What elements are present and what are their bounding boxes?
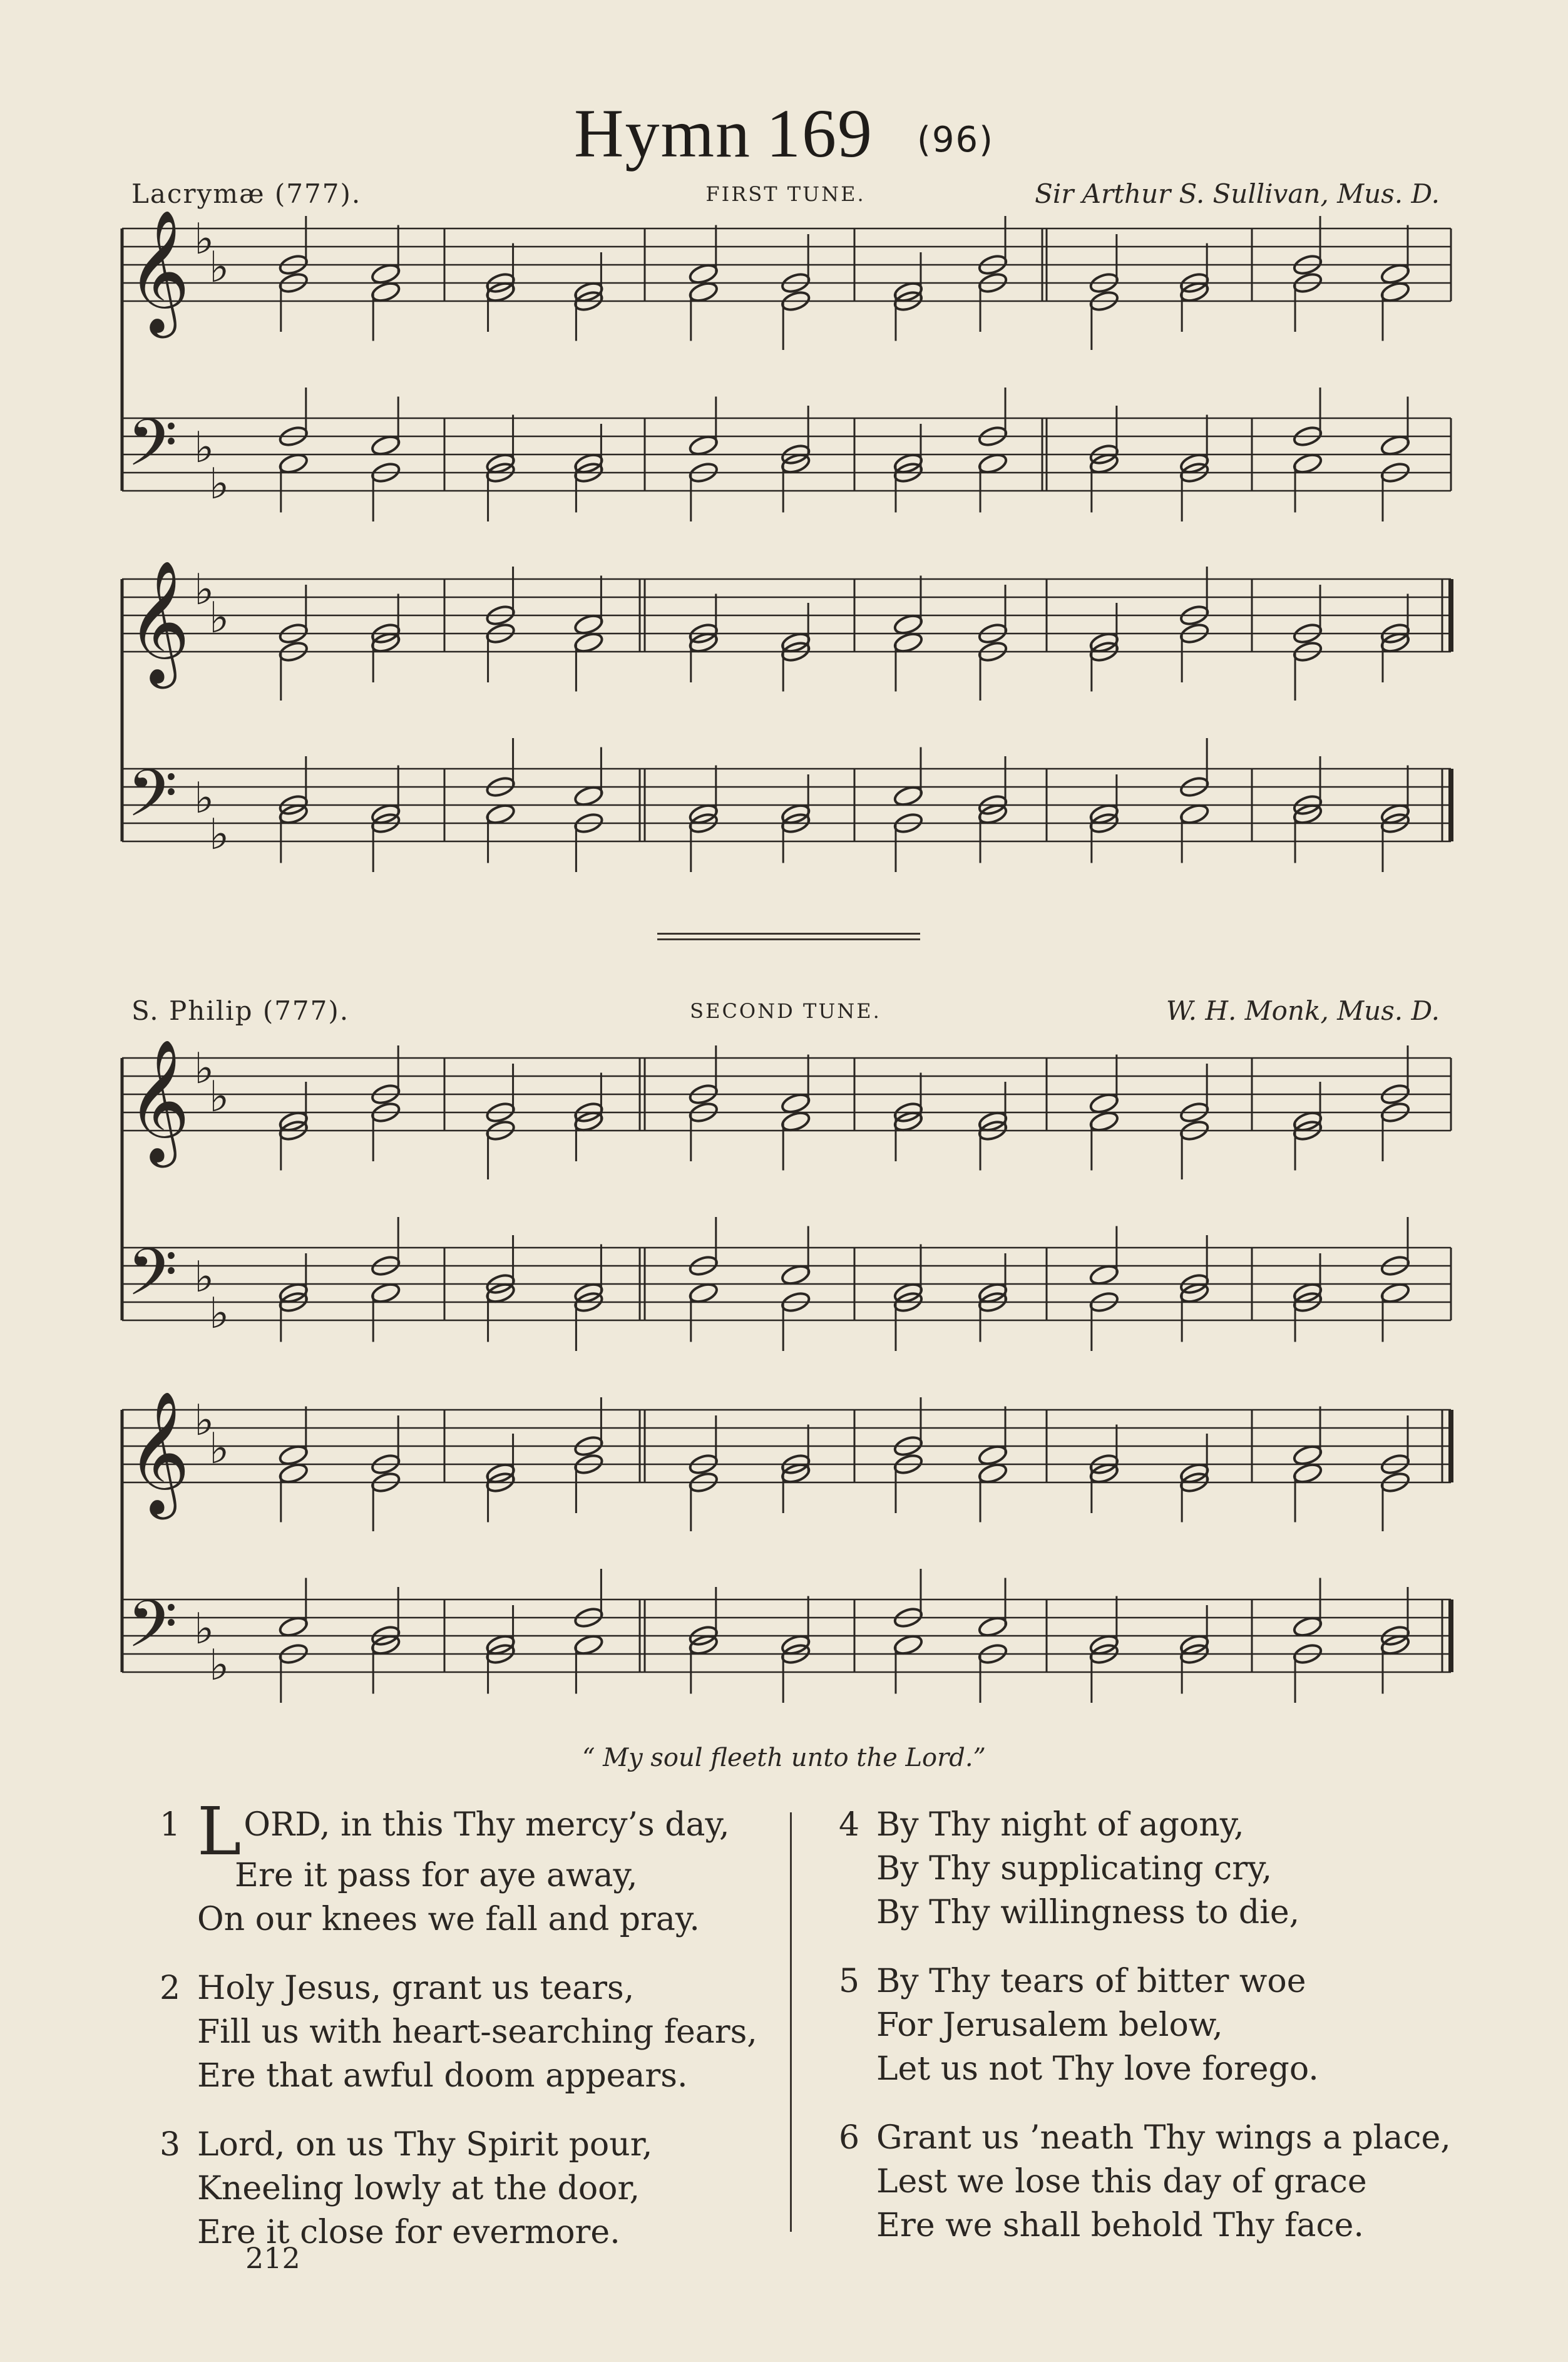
tune-2-name: S. Philip (777). [131, 995, 350, 1026]
verse-number: 5 [839, 1963, 860, 2000]
verse-line: Ere that awful doom appears. [197, 2057, 688, 2095]
half-note [1380, 262, 1411, 286]
half-note [573, 613, 605, 637]
bass-clef-icon: 𝄢 [127, 406, 178, 496]
half-note [893, 631, 924, 655]
flat-icon: ♭ [194, 215, 215, 264]
flat-icon: ♭ [194, 423, 215, 473]
tune-1-label: FIRST TUNE. [705, 182, 866, 206]
column-divider [790, 1812, 792, 2232]
verse-line: Let us not Thy love forego. [876, 2050, 1319, 2088]
verse-6 [839, 2116, 1471, 2247]
half-note [1292, 1615, 1323, 1639]
half-note [370, 434, 401, 458]
half-note [780, 1263, 811, 1287]
half-note [1380, 434, 1411, 458]
verse-number: 3 [160, 2126, 181, 2164]
half-note [370, 262, 401, 286]
half-note [1380, 1281, 1411, 1305]
half-note [278, 1444, 309, 1467]
hymn-title-word: Hymn [574, 95, 752, 172]
verse-line: Holy Jesus, grant us tears, [197, 1969, 635, 2007]
verse-line: By Thy willingness to die, [876, 1894, 1300, 1931]
half-note [573, 631, 605, 655]
verse-line: Kneeling lowly at the door, [197, 2170, 640, 2207]
flat-icon: ♭ [209, 1289, 230, 1338]
flat-icon: ♭ [209, 1641, 230, 1690]
verse-line: By Thy night of agony, [876, 1806, 1244, 1844]
flat-icon: ♭ [209, 1072, 230, 1122]
tune-1-name: Lacrymæ (777). [131, 178, 362, 209]
treble-clef-icon: 𝄞 [127, 1390, 190, 1514]
verse-line: Lest we lose this day of grace [876, 2163, 1367, 2200]
flat-icon: ♭ [209, 243, 230, 292]
drop-cap: L [197, 1793, 242, 1870]
half-note [688, 1281, 719, 1305]
treble-clef-icon: 𝄞 [127, 1039, 190, 1163]
half-note [573, 784, 605, 808]
half-note [370, 1281, 401, 1305]
half-note [485, 803, 516, 826]
verse-line: Ere it close for evermore. [197, 2214, 620, 2251]
treble-clef-icon: 𝄞 [127, 209, 190, 333]
hymn-alt-number: (96) [917, 120, 994, 160]
half-note [977, 452, 1008, 476]
verse-number: 1 [160, 1806, 181, 1844]
half-note [1089, 1263, 1120, 1287]
half-note [688, 280, 719, 304]
flat-icon: ♭ [209, 460, 230, 509]
flat-icon: ♭ [194, 1396, 215, 1445]
verse-line: LORD, in this Thy mercy’s day, [197, 1793, 730, 1870]
bass-clef-icon: 𝄢 [127, 1235, 178, 1326]
half-note [780, 1092, 811, 1116]
verse-number: 6 [839, 2119, 860, 2157]
verse-line: For Jerusalem below, [876, 2006, 1223, 2044]
verse-1 [160, 1793, 767, 1941]
verse-4 [839, 1803, 1471, 1934]
half-note [278, 1462, 309, 1486]
hymn-number: 169 [766, 95, 874, 172]
half-note [1380, 280, 1411, 304]
half-note [977, 1462, 1008, 1486]
half-note [688, 262, 719, 286]
half-note [688, 434, 719, 458]
verse-number: 2 [160, 1969, 181, 2007]
half-note [977, 1615, 1008, 1639]
tune-1-composer: Sir Arthur S. Sullivan, Mus. D. [1035, 178, 1440, 209]
verse-2 [160, 1966, 767, 2098]
half-note [780, 1110, 811, 1134]
verse-5 [839, 1959, 1471, 2091]
verse-line: Ere it pass for aye away, [235, 1857, 638, 1894]
verse-line: Lord, on us Thy Spirit pour, [197, 2126, 653, 2164]
treble-clef-icon: 𝄞 [127, 560, 190, 684]
bass-clef-icon: 𝄢 [127, 1587, 178, 1678]
half-note [893, 784, 924, 808]
flat-icon: ♭ [194, 1044, 215, 1094]
half-note [977, 1444, 1008, 1467]
flat-icon: ♭ [194, 774, 215, 823]
verse-line: By Thy supplicating cry, [876, 1850, 1273, 1887]
half-note [893, 613, 924, 637]
half-note [1292, 1462, 1323, 1486]
verse-line: Fill us with heart-searching fears, [197, 2013, 757, 2051]
flat-icon: ♭ [194, 1253, 215, 1302]
verse-number: 4 [839, 1806, 860, 1844]
flat-icon: ♭ [209, 810, 230, 860]
verse-line: By Thy tears of bitter woe [876, 1963, 1306, 2000]
half-note [278, 452, 309, 476]
verse-line: Grant us ’neath Thy wings a place, [876, 2119, 1451, 2157]
verses-right-column [839, 1803, 1471, 2272]
verse-line: Ere we shall behold Thy face. [876, 2207, 1364, 2244]
half-note [1292, 1444, 1323, 1467]
half-note [573, 1633, 605, 1657]
flat-icon: ♭ [209, 1424, 230, 1474]
page-number: 212 [245, 2241, 300, 2275]
flat-icon: ♭ [194, 565, 215, 615]
half-note [1179, 803, 1210, 826]
half-note [370, 280, 401, 304]
verses-left-column [160, 1793, 767, 2279]
half-note [278, 1615, 309, 1639]
tune-2-label: SECOND TUNE. [690, 999, 881, 1023]
half-note [893, 1633, 924, 1657]
tune-2-composer: W. H. Monk, Mus. D. [1166, 995, 1440, 1026]
hymn-caption: “ My soul fleeth unto the Lord.” [582, 1743, 986, 1772]
half-note [1292, 452, 1323, 476]
flat-icon: ♭ [209, 593, 230, 643]
bass-clef-icon: 𝄢 [127, 756, 178, 847]
flat-icon: ♭ [194, 1605, 215, 1654]
half-note [1089, 1092, 1120, 1116]
half-note [1089, 1110, 1120, 1134]
verse-3 [160, 2123, 767, 2254]
verse-line: On our knees we fall and pray. [197, 1901, 700, 1938]
